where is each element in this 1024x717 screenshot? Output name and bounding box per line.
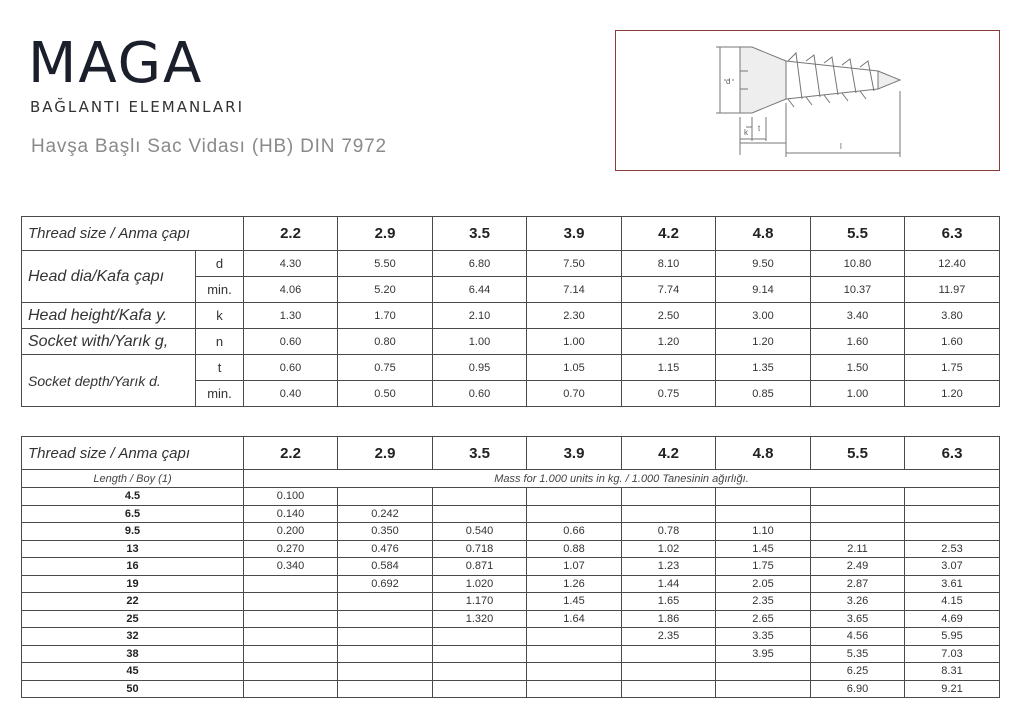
table-cell: 0.40: [244, 381, 338, 407]
table-cell: 1.60: [811, 329, 905, 355]
table-cell: 6.80: [433, 251, 527, 277]
mass-cell: [338, 645, 433, 663]
table-cell: 0.50: [338, 381, 433, 407]
length-cell: 45: [22, 663, 244, 681]
mass-cell: [244, 645, 338, 663]
row-symbol: t: [196, 355, 244, 381]
mass-cell: 0.200: [244, 523, 338, 541]
size-header: 5.5: [811, 437, 905, 470]
mass-cell: 9.21: [905, 680, 1000, 698]
mass-cell: 3.07: [905, 558, 1000, 576]
table-cell: 12.40: [905, 251, 1000, 277]
row-symbol: k: [196, 303, 244, 329]
mass-cell: 3.35: [716, 628, 811, 646]
length-cell: 16: [22, 558, 244, 576]
size-header: 4.2: [622, 217, 716, 251]
mass-cell: 1.45: [527, 593, 622, 611]
mass-cell: [338, 680, 433, 698]
mass-cell: [244, 628, 338, 646]
table-cell: 7.50: [527, 251, 622, 277]
brand-tagline: BAĞLANTI ELEMANLARI: [30, 98, 244, 116]
table-row: [22, 575, 1000, 593]
table-cell: 1.20: [905, 381, 1000, 407]
size-header: 2.2: [244, 217, 338, 251]
row-symbol: d: [196, 251, 244, 277]
row-group-label: Socket depth/Yarık d.: [22, 355, 196, 407]
mass-cell: [622, 663, 716, 681]
table-cell: 1.00: [811, 381, 905, 407]
screw-technical-drawing: [615, 30, 1000, 171]
mass-cell: 0.871: [433, 558, 527, 576]
mass-cell: [716, 488, 811, 506]
table-cell: 0.95: [433, 355, 527, 381]
mass-cell: 2.35: [622, 628, 716, 646]
mass-cell: [811, 505, 905, 523]
mass-cell: [244, 663, 338, 681]
row-symbol: min.: [196, 277, 244, 303]
mass-cell: 1.75: [716, 558, 811, 576]
mass-cell: 1.07: [527, 558, 622, 576]
mass-cell: 1.65: [622, 593, 716, 611]
mass-cell: 1.170: [433, 593, 527, 611]
mass-cell: 1.10: [716, 523, 811, 541]
mass-rows: [22, 488, 1000, 698]
mass-cell: [244, 593, 338, 611]
mass-cell: 0.476: [338, 540, 433, 558]
mass-cell: 2.87: [811, 575, 905, 593]
table-cell: 1.60: [905, 329, 1000, 355]
mass-cell: 0.340: [244, 558, 338, 576]
mass-cell: 4.69: [905, 610, 1000, 628]
mass-cell: 0.270: [244, 540, 338, 558]
mass-cell: 2.53: [905, 540, 1000, 558]
mass-cell: [811, 523, 905, 541]
row-symbol: min.: [196, 381, 244, 407]
table-cell: 0.60: [433, 381, 527, 407]
table-cell: 2.10: [433, 303, 527, 329]
mass-cell: [527, 680, 622, 698]
size-header: 2.9: [338, 217, 433, 251]
mass-cell: [433, 505, 527, 523]
table-cell: 8.10: [622, 251, 716, 277]
mass-cell: 2.49: [811, 558, 905, 576]
length-cell: 50: [22, 680, 244, 698]
mass-cell: [622, 488, 716, 506]
mass-cell: 1.86: [622, 610, 716, 628]
size-header: 4.8: [716, 437, 811, 470]
table-cell: 0.60: [244, 329, 338, 355]
table-cell: 1.70: [338, 303, 433, 329]
table-row: [22, 610, 1000, 628]
mass-cell: 2.05: [716, 575, 811, 593]
table-cell: 1.30: [244, 303, 338, 329]
mass-cell: [338, 610, 433, 628]
mass-cell: 6.25: [811, 663, 905, 681]
table-row: [22, 329, 1000, 355]
table-row: [22, 355, 1000, 381]
mass-cell: 3.26: [811, 593, 905, 611]
table-cell: 7.14: [527, 277, 622, 303]
mass-cell: 5.95: [905, 628, 1000, 646]
table-row: [22, 303, 1000, 329]
mass-cell: 0.140: [244, 505, 338, 523]
size-header: 3.9: [527, 217, 622, 251]
dimensions-header-row: [22, 217, 1000, 251]
table-cell: 1.20: [622, 329, 716, 355]
mass-cell: 0.540: [433, 523, 527, 541]
dim-label-l: l: [840, 142, 842, 151]
mass-cell: [433, 645, 527, 663]
table-cell: 1.50: [811, 355, 905, 381]
size-header: 4.8: [716, 217, 811, 251]
row-group-label: Head dia/Kafa çapı: [22, 251, 196, 303]
mass-cell: [716, 663, 811, 681]
length-cell: 6.5: [22, 505, 244, 523]
mass-cell: [338, 663, 433, 681]
mass-cell: [433, 663, 527, 681]
length-cell: 38: [22, 645, 244, 663]
table-cell: 3.40: [811, 303, 905, 329]
row-group-label: Head height/Kafa y.: [22, 303, 196, 329]
size-header: 3.5: [433, 217, 527, 251]
mass-cell: [527, 628, 622, 646]
mass-cell: [244, 610, 338, 628]
table-cell: 0.75: [622, 381, 716, 407]
mass-cell: [338, 628, 433, 646]
mass-cell: 1.020: [433, 575, 527, 593]
table-row: [22, 558, 1000, 576]
size-header: 2.9: [338, 437, 433, 470]
size-header: 6.3: [905, 437, 1000, 470]
mass-table: [21, 436, 1000, 698]
table-cell: 9.50: [716, 251, 811, 277]
mass-cell: [527, 488, 622, 506]
mass-cell: [905, 523, 1000, 541]
mass-cell: 0.66: [527, 523, 622, 541]
mass-cell: [622, 505, 716, 523]
mass-cell: [716, 680, 811, 698]
mass-cell: 7.03: [905, 645, 1000, 663]
length-cell: 4.5: [22, 488, 244, 506]
mass-cell: [905, 505, 1000, 523]
thread-size-label: Thread size / Anma çapı: [22, 217, 244, 251]
table-cell: 3.00: [716, 303, 811, 329]
mass-cell: 0.78: [622, 523, 716, 541]
table-cell: 1.15: [622, 355, 716, 381]
length-cell: 25: [22, 610, 244, 628]
dimensions-table: [21, 216, 1000, 407]
table-cell: 11.97: [905, 277, 1000, 303]
mass-cell: [622, 645, 716, 663]
table-row: [22, 251, 1000, 277]
mass-cell: 1.64: [527, 610, 622, 628]
table-cell: 0.75: [338, 355, 433, 381]
brand-name: MAGA: [28, 31, 204, 96]
dim-label-k: k: [744, 128, 748, 137]
mass-cell: [244, 680, 338, 698]
table-row: [22, 593, 1000, 611]
table-cell: 3.80: [905, 303, 1000, 329]
size-header: 4.2: [622, 437, 716, 470]
mass-cell: 0.88: [527, 540, 622, 558]
mass-subheader-row: [22, 470, 1000, 488]
mass-cell: 1.23: [622, 558, 716, 576]
table-row: [22, 488, 1000, 506]
mass-cell: [811, 488, 905, 506]
mass-cell: [338, 488, 433, 506]
table-row: [22, 645, 1000, 663]
mass-cell: [527, 663, 622, 681]
mass-cell: 0.718: [433, 540, 527, 558]
length-cell: 9.5: [22, 523, 244, 541]
table-cell: 2.30: [527, 303, 622, 329]
mass-note: Mass for 1.000 units in kg. / 1.000 Tanesinin ağırlığı.: [244, 470, 1000, 488]
mass-cell: 3.61: [905, 575, 1000, 593]
mass-cell: 6.90: [811, 680, 905, 698]
mass-cell: [622, 680, 716, 698]
mass-header-row: [22, 437, 1000, 470]
length-cell: 22: [22, 593, 244, 611]
table-cell: 10.80: [811, 251, 905, 277]
mass-cell: 3.65: [811, 610, 905, 628]
mass-cell: 0.692: [338, 575, 433, 593]
table-cell: 5.50: [338, 251, 433, 277]
mass-cell: [905, 488, 1000, 506]
length-cell: 13: [22, 540, 244, 558]
table-cell: 2.50: [622, 303, 716, 329]
table-cell: 10.37: [811, 277, 905, 303]
size-header: 5.5: [811, 217, 905, 251]
length-header: Length / Boy (1): [22, 470, 244, 488]
page-title: Havşa Başlı Sac Vidası (HB) DIN 7972: [31, 136, 387, 157]
mass-cell: 3.95: [716, 645, 811, 663]
table-cell: 0.80: [338, 329, 433, 355]
table-cell: 1.35: [716, 355, 811, 381]
table-row: [22, 628, 1000, 646]
thread-size-label: Thread size / Anma çapı: [22, 437, 244, 470]
table-cell: 1.20: [716, 329, 811, 355]
mass-cell: 4.15: [905, 593, 1000, 611]
table-row: [22, 540, 1000, 558]
mass-cell: [716, 505, 811, 523]
dim-label-t: t: [758, 124, 761, 133]
table-cell: 0.85: [716, 381, 811, 407]
table-cell: 5.20: [338, 277, 433, 303]
mass-cell: 0.350: [338, 523, 433, 541]
mass-cell: [338, 593, 433, 611]
mass-cell: 4.56: [811, 628, 905, 646]
mass-cell: 0.584: [338, 558, 433, 576]
mass-cell: 2.35: [716, 593, 811, 611]
table-row: [22, 663, 1000, 681]
mass-cell: 1.44: [622, 575, 716, 593]
size-header: 3.9: [527, 437, 622, 470]
mass-cell: 1.02: [622, 540, 716, 558]
table-cell: 7.74: [622, 277, 716, 303]
dim-label-d: d: [726, 77, 731, 86]
row-symbol: n: [196, 329, 244, 355]
table-row: [22, 505, 1000, 523]
length-cell: 32: [22, 628, 244, 646]
table-cell: 4.30: [244, 251, 338, 277]
table-cell: 4.06: [244, 277, 338, 303]
table-cell: 0.60: [244, 355, 338, 381]
mass-cell: 2.11: [811, 540, 905, 558]
table-row: [22, 680, 1000, 698]
size-header: 6.3: [905, 217, 1000, 251]
table-cell: 1.00: [433, 329, 527, 355]
size-header: 2.2: [244, 437, 338, 470]
mass-cell: 5.35: [811, 645, 905, 663]
screw-drawing-svg: [616, 31, 998, 169]
brand-logo: [28, 31, 244, 116]
table-cell: 9.14: [716, 277, 811, 303]
mass-cell: 0.242: [338, 505, 433, 523]
mass-cell: [527, 645, 622, 663]
mass-cell: 2.65: [716, 610, 811, 628]
mass-cell: [433, 628, 527, 646]
mass-cell: 1.320: [433, 610, 527, 628]
table-cell: 1.05: [527, 355, 622, 381]
mass-cell: 8.31: [905, 663, 1000, 681]
table-cell: 1.00: [527, 329, 622, 355]
table-cell: 6.44: [433, 277, 527, 303]
row-group-label: Socket with/Yarık g,: [22, 329, 196, 355]
mass-cell: [244, 575, 338, 593]
size-header: 3.5: [433, 437, 527, 470]
length-cell: 19: [22, 575, 244, 593]
mass-cell: 1.45: [716, 540, 811, 558]
table-cell: 1.75: [905, 355, 1000, 381]
mass-cell: [433, 680, 527, 698]
table-cell: 0.70: [527, 381, 622, 407]
mass-cell: 0.100: [244, 488, 338, 506]
mass-cell: [433, 488, 527, 506]
table-row: [22, 523, 1000, 541]
mass-cell: 1.26: [527, 575, 622, 593]
mass-cell: [527, 505, 622, 523]
